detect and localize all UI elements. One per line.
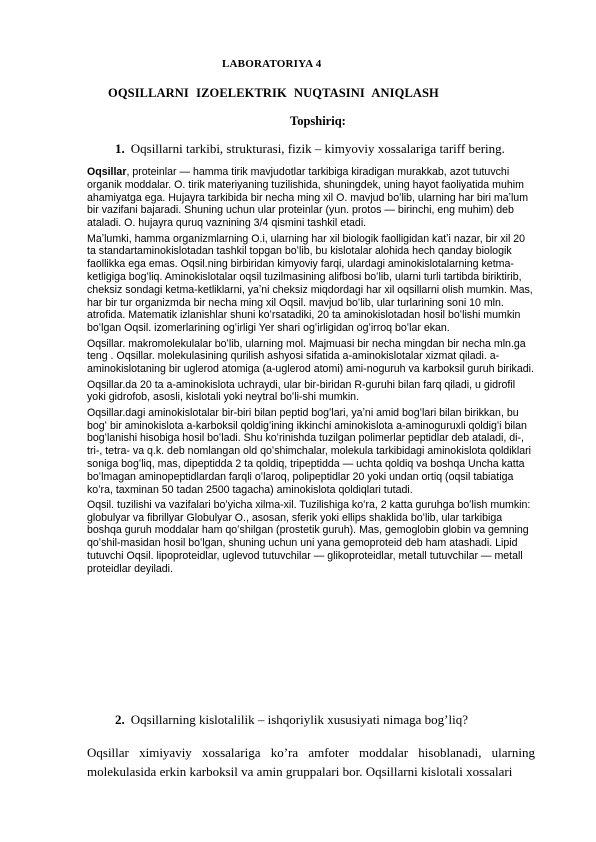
task-label: Topshiriq: bbox=[290, 114, 346, 128]
question-2 bbox=[115, 712, 468, 728]
lab-title: LABORATORIYA 4 bbox=[222, 58, 322, 70]
answer-1-lead-term: Oqsillar bbox=[87, 166, 127, 178]
answer-1-paragraph: Oqsillar.dagi aminokislotalar bir-biri bilan peptid bogʻlari, yaʼni amid bogʻlari bilan birikkan, bu bogʻ bir aminokislota a-karboksil qoldigʻining ikkinchi aminokislota a-aminoguruxli qoldigʻi bilan bogʻlanishi hisobiga hosil boʻladi. Shu koʻrinishda tuzilgan polimerlar peptidlar deb ataladi, di-, tri-, tetra- va q.k. deb nomlangan old qoʻshimchalar, molekula tarkibidagi aminokislota qoldiklari soniga bogʻliq, mas, dipeptidda 2 ta qoldiq, tripeptidda — uchta qoldiq va boshqa Uncha katta boʻlmagan aminopeptidlardan farqli oʻlaroq, polipeptidlar 20 yoki undan ortiq (oqsil tabiatiga koʻra, taxminan 50 tadan 2500 tagacha) aminokislota qoldiqlari tutadi. bbox=[87, 406, 531, 496]
answer-1-paragraph: Oqsillar. makromolekulalar boʻlib, ularning mol. Majmuasi bir necha mingdan bir necha mln.ga teng . Oqsillar. molekulasining qurilish ashyosi sifatida a-aminokislotalar xizmat qiladi. a-aminokislotaning bir uglerod atomiga (a-uglerod atomi) ami-noguruh va karboksil guruh birikadi. bbox=[87, 337, 534, 376]
question-1-number: 1. bbox=[115, 141, 125, 156]
answer-2: Oqsillar ximiyaviy xossalariga koʼra amfoter moddalar hisoblanadi, ularning molekulasida erkin karboksil va amin gruppalari bor. Oqsillarni kislotali xossalari bbox=[87, 745, 535, 779]
answer-1-paragraph: Oqsil. tuzilishi va vazifalari boʻyicha xilma-xil. Tuzilishiga koʻra, 2 katta guruhga boʻlish mumkin: globulyar va fibrillyar Globulyar O., asosan, sferik yoki ellips shaklida boʻlib, ular tarkibiga boshqa guruh moddalar ham qoʻshilgan (prostetik guruh). Mas, gemoglobin globin va gemning qoʻshil-masidan hosil boʻlgan, shuning uchun uni yana gemoproteid deb ham atashadi. Lipid tutuvchi Oqsil. lipoproteidlar, uglevod tutuvchilar — glikoproteidlar, metall tutuvchilar — metall proteidlar deyiladi. bbox=[87, 498, 531, 575]
question-1-text: Oqsillarni tarkibi, strukturasi, fizik – kimyoviy xossalariga tariff bering. bbox=[130, 141, 505, 156]
question-2-text: Oqsillarning kislotalilik – ishqoriylik xususiyati nimaga bogʼliq? bbox=[130, 712, 469, 727]
answer-1-paragraph bbox=[87, 166, 535, 230]
question-1 bbox=[115, 141, 505, 157]
answer-1 bbox=[87, 166, 535, 578]
answer-1-paragraph-1-text: , proteinlar — hamma tirik mavjudotlar tarkibiga kiradigan murakkab, azot tutuvchi organik moddalar. O. tirik materiyaning tuzilishida, shuningdek, uning hayot faoliyatida muhim ahamiyatga ega. Hujayra tarkibida bir necha ming xil O. mavjud boʻlib, ularning har biri maʼlum bir vazifani bajaradi. Shuning uchun ular proteinlar (yun. protos — birinchi, eng muhim) deb ataladi. O. hujayra quruq vaznining 3/4 qismini tashkil etadi. bbox=[87, 166, 529, 230]
main-title: OQSILLARNI IZOELEKTRIK NUQTASINI ANIQLASH bbox=[108, 86, 439, 100]
answer-1-paragraph: Oqsillar.da 20 ta a-aminokislota uchraydi, ular bir-biridan R-guruhi bilan farq qiladi, u gidrofil yoki gidrofob, asosli, kislotali yoki neytral boʻli-shi mumkin. bbox=[87, 378, 516, 404]
question-2-number: 2. bbox=[115, 712, 125, 727]
answer-1-paragraph: Maʼlumki, hamma organizmlarning O.i, ularning har xil biologik faolligidan katʼi nazar, bir xil 20 ta standartaminokislotadan tashkil topgan boʻlib, bu kislotalar alohida hech qanday biologik faollikka ega emas. Oqsil.ning birbiridan kimyoviy farqi, ulardagi aminokislotalarning ketma-ketligiga bogʻliq. Aminokislotalar oqsil tuzilmasining alifbosi boʻlib, ularni turli tartibda biriktirib, cheksiz sondagi ketma-ketliklarni, yaʼni cheksiz miqdordagi har xil oqsillarni olish mumkin. Mas, har bir tur organizmda bir necha ming xil Oqsil. mavjud boʻlib, ular turlarining soni 10 mln. atrofida. Matematik izlanishlar shuni koʻrsatadiki, 20 ta aminokislotadan hosil boʻlishi mumkin boʻlgan Oqsil. izomerlarining ogʻirligi Yer shari ogʻirligidan ogʻirroq boʻlar ekan. bbox=[87, 232, 533, 335]
